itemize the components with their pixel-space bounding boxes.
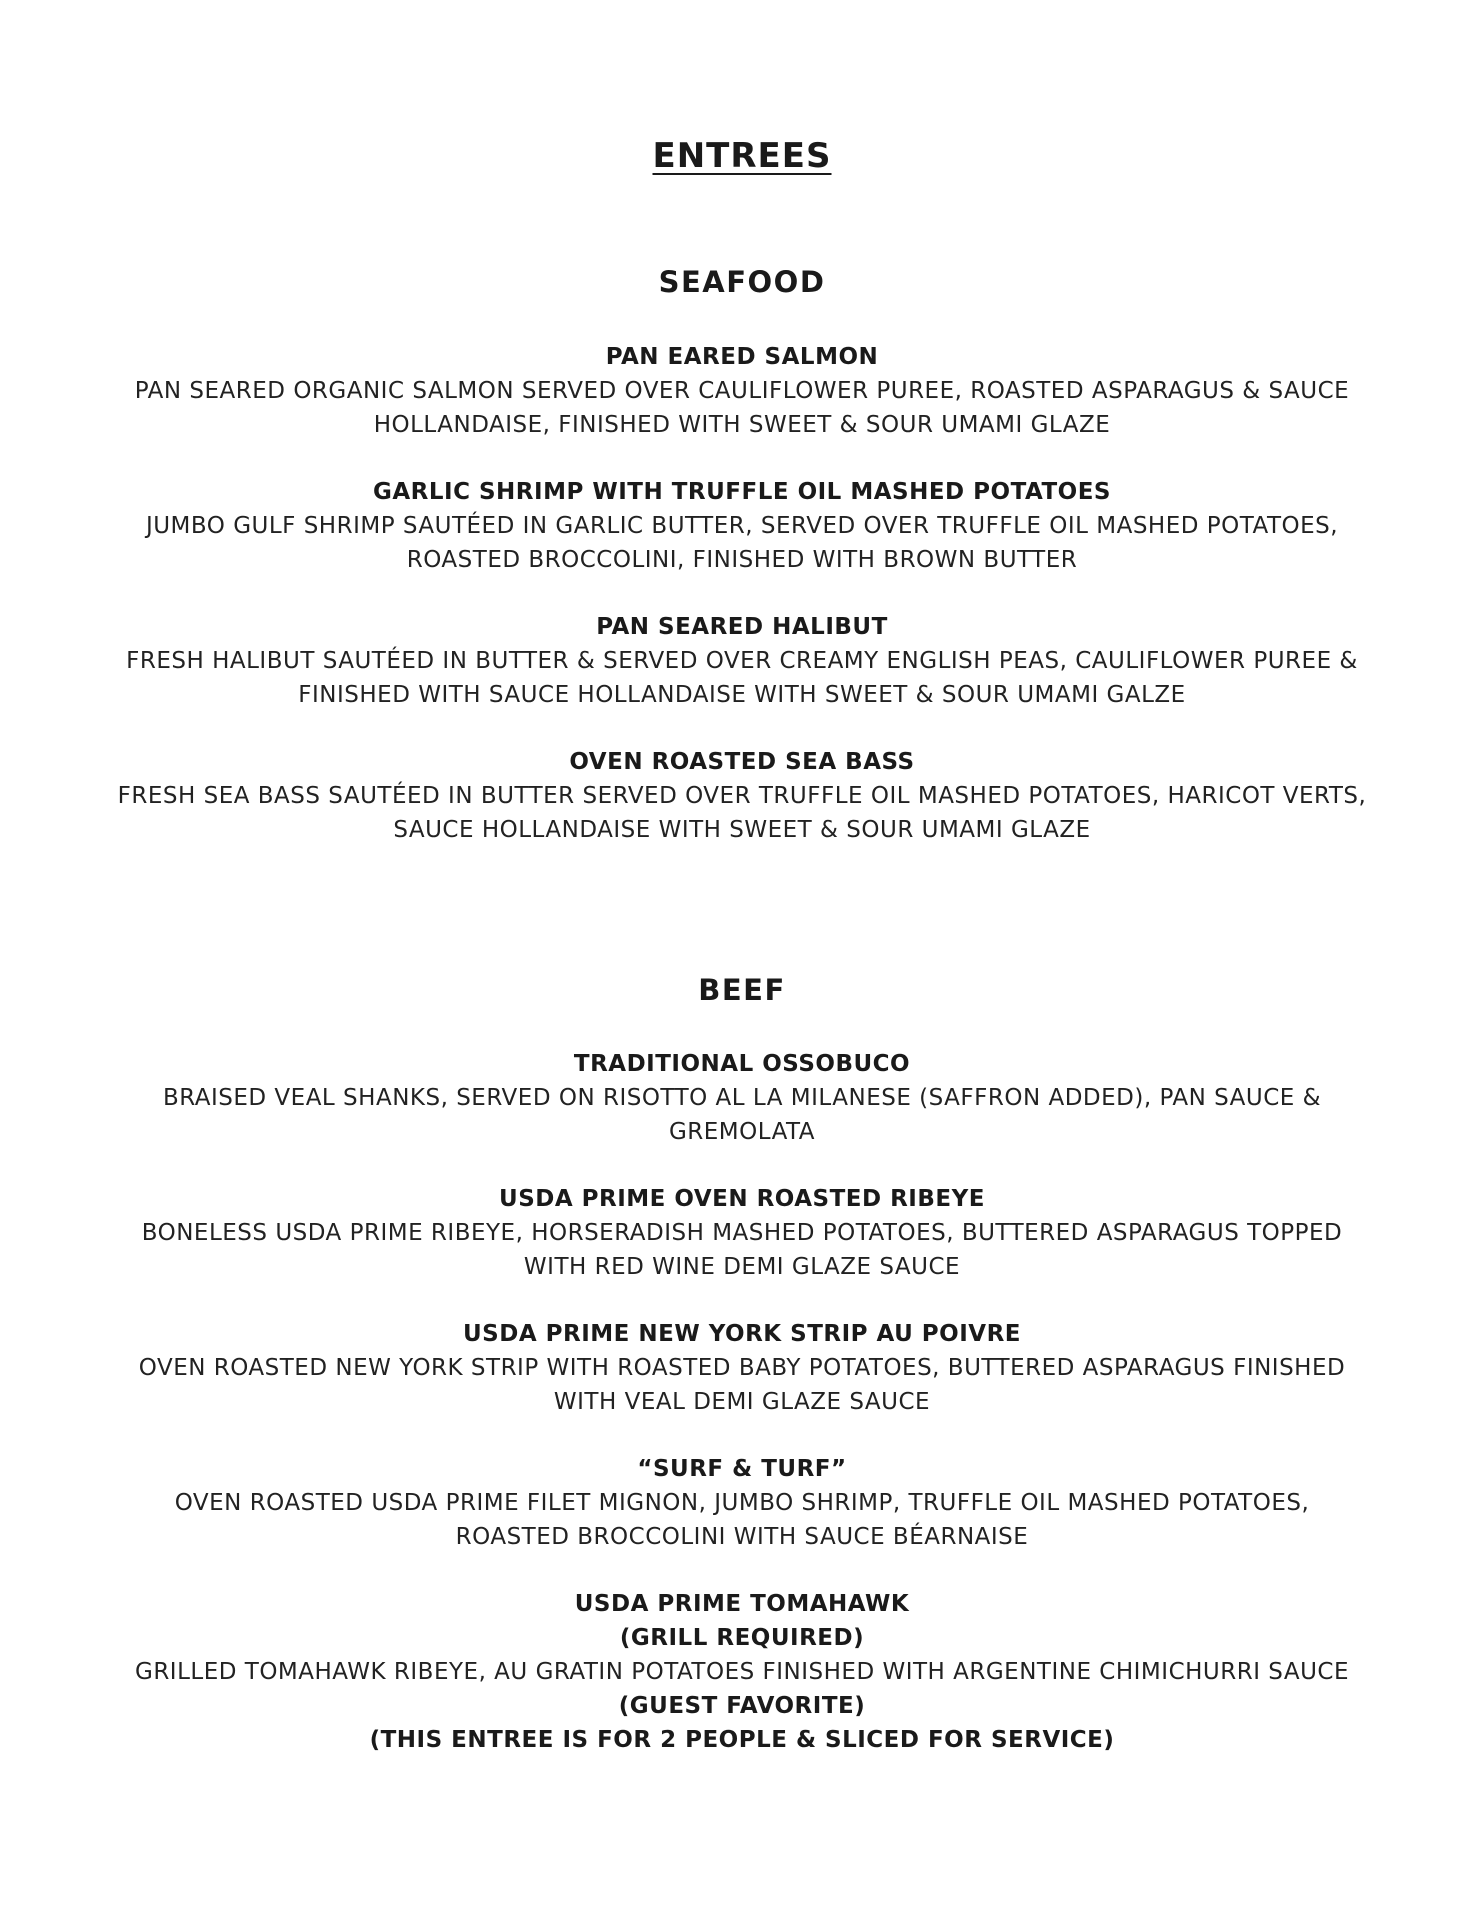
menu-item-name: USDA PRIME NEW YORK STRIP AU POIVRE bbox=[463, 1321, 1021, 1347]
menu-item-name: TRADITIONAL OSSOBUCO bbox=[573, 1051, 911, 1077]
menu-item-description-line: FINISHED WITH SAUCE HOLLANDAISE WITH SWEET & SOUR UMAMI GALZE bbox=[298, 682, 1186, 708]
menu-item-description-line: OVEN ROASTED NEW YORK STRIP WITH ROASTED BABY POTATOES, BUTTERED ASPARAGUS FINISHED bbox=[138, 1355, 1346, 1381]
menu-item bbox=[0, 1047, 1484, 1149]
page-title: ENTREES bbox=[652, 136, 832, 176]
menu-item-note: (GUEST FAVORITE) bbox=[618, 1693, 866, 1719]
menu-item-description-line: BRAISED VEAL SHANKS, SERVED ON RISOTTO AL LA MILANESE (SAFFRON ADDED), PAN SAUCE & bbox=[162, 1085, 1322, 1111]
menu-item-description-line: SAUCE HOLLANDAISE WITH SWEET & SOUR UMAMI GLAZE bbox=[393, 817, 1091, 843]
section-title-seafood: SEAFOOD bbox=[658, 265, 826, 299]
section-title-beef: BEEF bbox=[698, 973, 786, 1007]
menu-item-name: USDA PRIME TOMAHAWK bbox=[574, 1591, 910, 1617]
menu-item-description-line: FRESH HALIBUT SAUTÉED IN BUTTER & SERVED OVER CREAMY ENGLISH PEAS, CAULIFLOWER PUREE & bbox=[126, 648, 1358, 674]
menu-item-subnote: (GRILL REQUIRED) bbox=[619, 1625, 865, 1651]
menu-item bbox=[0, 1452, 1484, 1554]
menu-item-description-line: BONELESS USDA PRIME RIBEYE, HORSERADISH MASHED POTATOES, BUTTERED ASPARAGUS TOPPED bbox=[141, 1220, 1343, 1246]
menu-item-description-line: GREMOLATA bbox=[668, 1119, 816, 1145]
menu-item-description-line: ROASTED BROCCOLINI WITH SAUCE BÉARNAISE bbox=[455, 1524, 1029, 1550]
menu-item-description-line: HOLLANDAISE, FINISHED WITH SWEET & SOUR UMAMI GLAZE bbox=[373, 412, 1111, 438]
menu-item bbox=[0, 1317, 1484, 1419]
menu-item-description-line: JUMBO GULF SHRIMP SAUTÉED IN GARLIC BUTTER, SERVED OVER TRUFFLE OIL MASHED POTATOES, bbox=[145, 513, 1339, 539]
menu-item-name: PAN EARED SALMON bbox=[605, 344, 879, 370]
menu-item-description-line: OVEN ROASTED USDA PRIME FILET MIGNON, JUMBO SHRIMP, TRUFFLE OIL MASHED POTATOES, bbox=[174, 1490, 1310, 1516]
menu-item bbox=[0, 1182, 1484, 1284]
menu-item-description-line: PAN SEARED ORGANIC SALMON SERVED OVER CAULIFLOWER PUREE, ROASTED ASPARAGUS & SAUCE bbox=[134, 378, 1350, 404]
menu-item bbox=[0, 1587, 1484, 1757]
menu-item-description-line: GRILLED TOMAHAWK RIBEYE, AU GRATIN POTATOES FINISHED WITH ARGENTINE CHIMICHURRI SAUCE bbox=[135, 1659, 1349, 1685]
menu-item-description-line: ROASTED BROCCOLINI, FINISHED WITH BROWN BUTTER bbox=[406, 547, 1078, 573]
menu-item bbox=[0, 340, 1484, 442]
menu-item-description-line: FRESH SEA BASS SAUTÉED IN BUTTER SERVED OVER TRUFFLE OIL MASHED POTATOES, HARICOT VERTS, bbox=[117, 783, 1367, 809]
menu-item bbox=[0, 475, 1484, 577]
menu-item-name: “SURF & TURF” bbox=[637, 1456, 847, 1482]
menu-item bbox=[0, 610, 1484, 712]
menu-item-description-line: WITH RED WINE DEMI GLAZE SAUCE bbox=[523, 1254, 961, 1280]
menu-item-note: (THIS ENTREE IS FOR 2 PEOPLE & SLICED FOR SERVICE) bbox=[369, 1727, 1115, 1753]
menu-item-name: GARLIC SHRIMP WITH TRUFFLE OIL MASHED POTATOES bbox=[373, 479, 1111, 505]
menu-item-description-line: WITH VEAL DEMI GLAZE SAUCE bbox=[553, 1389, 931, 1415]
menu-item-name: OVEN ROASTED SEA BASS bbox=[569, 749, 915, 775]
menu-item-name: USDA PRIME OVEN ROASTED RIBEYE bbox=[499, 1186, 985, 1212]
menu-item bbox=[0, 745, 1484, 847]
menu-item-name: PAN SEARED HALIBUT bbox=[596, 614, 888, 640]
